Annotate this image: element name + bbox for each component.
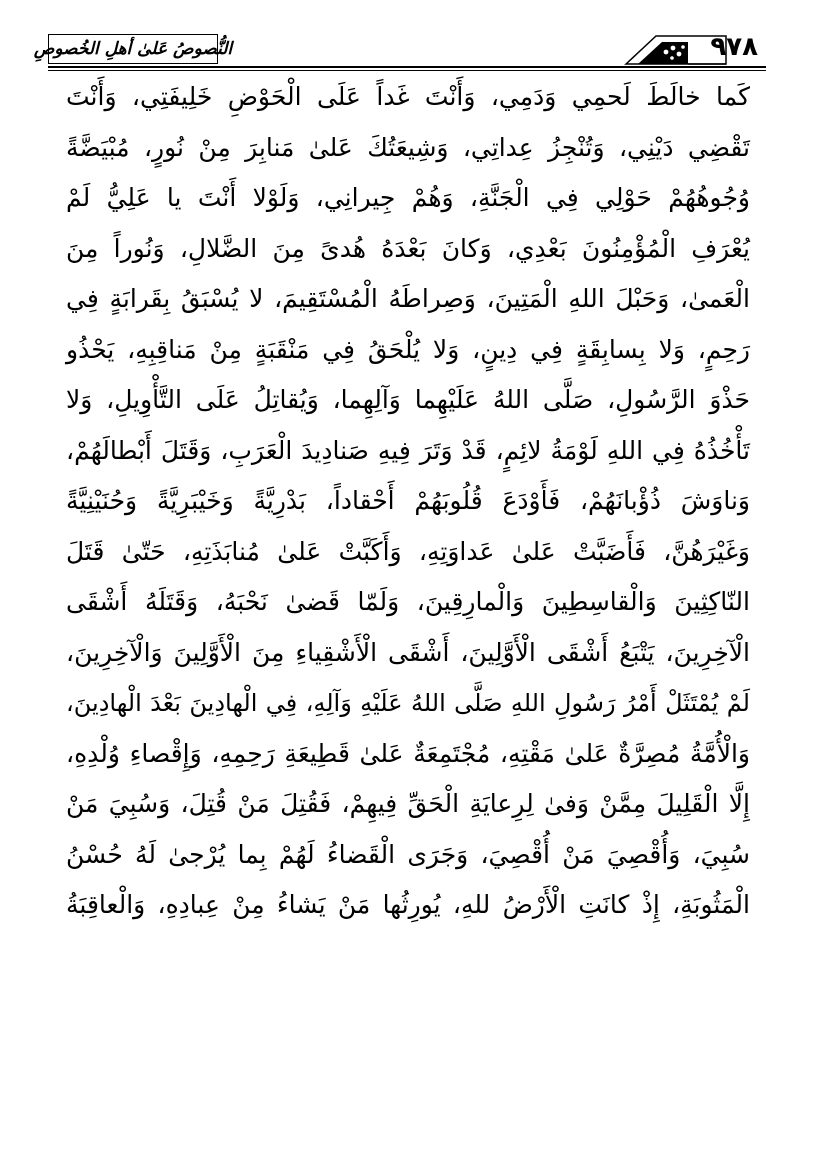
- text-line: تَقْضِي دَيْنِي، وَتُنْجِزُ عِداتِي، وَشِيعَتُكَ عَلىٰ مَنابِرَ مِنْ نُورٍ، مُبْيَضَّةً: [66, 132, 750, 162]
- text-line: وَغَيْرَهُنَّ، فَأَضَبَّتْ عَلىٰ عَداوَتِهِ، وَأَكَبَّتْ عَلىٰ مُنابَذَتِهِ، حَتّىٰ قَتَلَ: [66, 536, 750, 566]
- text-line: لَمْ يُمْتَثَلْ أَمْرُ رَسُولِ اللهِ صَلَّى اللهُ عَلَيْهِ وَآلِهِ، فِي الْهادِينَ بَعْدَ الْهادِينَ،: [66, 689, 750, 717]
- text-line: وَالْأُمَّةُ مُصِرَّةٌ عَلىٰ مَقْتِهِ، مُجْتَمِعَةٌ عَلىٰ قَطِيعَةِ رَحِمِهِ، وَإِقْصاءِ وُلْدِهِ،: [66, 738, 750, 768]
- page-number: ٩٧٨: [710, 32, 758, 62]
- text-line: حَذْوَ الرَّسُولِ، صَلَّى اللهُ عَلَيْهِما وَآلِهِما، وَيُقاتِلُ عَلَى التَّأْوِيلِ، وَلا: [66, 385, 750, 414]
- text-line: رَحِمٍ، وَلا بِسابِقَةٍ فِي دِينٍ، وَلا يُلْحَقُ فِي مَنْقَبَةٍ مِنْ مَناقِبِهِ، يَحْذُو: [66, 334, 750, 364]
- text-line: الْعَمىٰ، وَحَبْلَ اللهِ الْمَتِينَ، وَصِراطَهُ الْمُسْتَقِيمَ، لا يُسْبَقُ بِقَرابَةٍ فِي: [66, 284, 750, 313]
- text-line: وَناوَشَ ذُؤْبانَهُمْ، فَأَوْدَعَ قُلُوبَهُمْ أَحْقاداً، بَدْرِيَّةً وَخَيْبَرِيَّةً وَحُنَيْنِيَّةً: [66, 486, 750, 515]
- text-line: تَأْخُذُهُ فِي اللهِ لَوْمَةُ لائِمٍ، قَدْ وَتَرَ فِيهِ صَنادِيدَ الْعَرَبِ، وَقَتَلَ أَبْطالَهُمْ،: [66, 435, 750, 465]
- body-text: [66, 72, 750, 931]
- book-title: النُّصوصُ عَلىٰ أهلِ الخُصوصِ: [33, 39, 233, 59]
- text-line: إِلَّا الْقَلِيلَ مِمَّنْ وَفىٰ لِرِعايَةِ الْحَقِّ فِيهِمْ، فَقُتِلَ مَنْ قُتِلَ، وَسُبِيَ مَنْ: [66, 789, 750, 818]
- text-line: كَما خالَطَ لَحمِي وَدَمِي، وَأَنْتَ غَداً عَلَى الْحَوْضِ خَلِيفَتِي، وَأَنْتَ: [66, 82, 750, 111]
- header-divider-thin: [48, 70, 766, 71]
- text-line: النّاكِثِينَ وَالْقاسِطِينَ وَالْمارِقِينَ، وَلَمّا قَضىٰ نَحْبَهُ، وَقَتَلَهُ أَشْقَى: [66, 587, 750, 616]
- text-line: سُبِيَ، وَأُقْصِيَ مَنْ أُقْصِيَ، وَجَرَى الْقَضاءُ لَهُمْ بِما يُرْجىٰ لَهُ حُسْنُ: [66, 839, 750, 869]
- text-line: الْآخِرِينَ، يَتْبَعُ أَشْقَى الْأَوَّلِينَ، أَشْقَى الْأَشْقِياءِ مِنَ الْأَوَّلِينَ وَالْآخِرِينَ،: [66, 637, 750, 667]
- text-line: وُجُوهُهُمْ حَوْلِي فِي الْجَنَّةِ، وَهُمْ جِيرانِي، وَلَوْلا أَنْتَ يا عَلِيُّ لَمْ: [66, 183, 750, 212]
- text-line: يُعْرَفِ الْمُؤْمِنُونَ بَعْدِي، وَكانَ بَعْدَهُ هُدىً مِنَ الضَّلالِ، وَنُوراً مِنَ: [66, 233, 750, 263]
- header-divider: [48, 66, 766, 68]
- page-header: [33, 30, 766, 70]
- text-line: الْمَثُوبَةِ، إِذْ كانَتِ الْأَرْضُ للهِ، يُورِثُها مَنْ يَشاءُ مِنْ عِبادِهِ، وَالْعاقِبَةُ: [66, 890, 750, 919]
- running-title: [33, 34, 233, 64]
